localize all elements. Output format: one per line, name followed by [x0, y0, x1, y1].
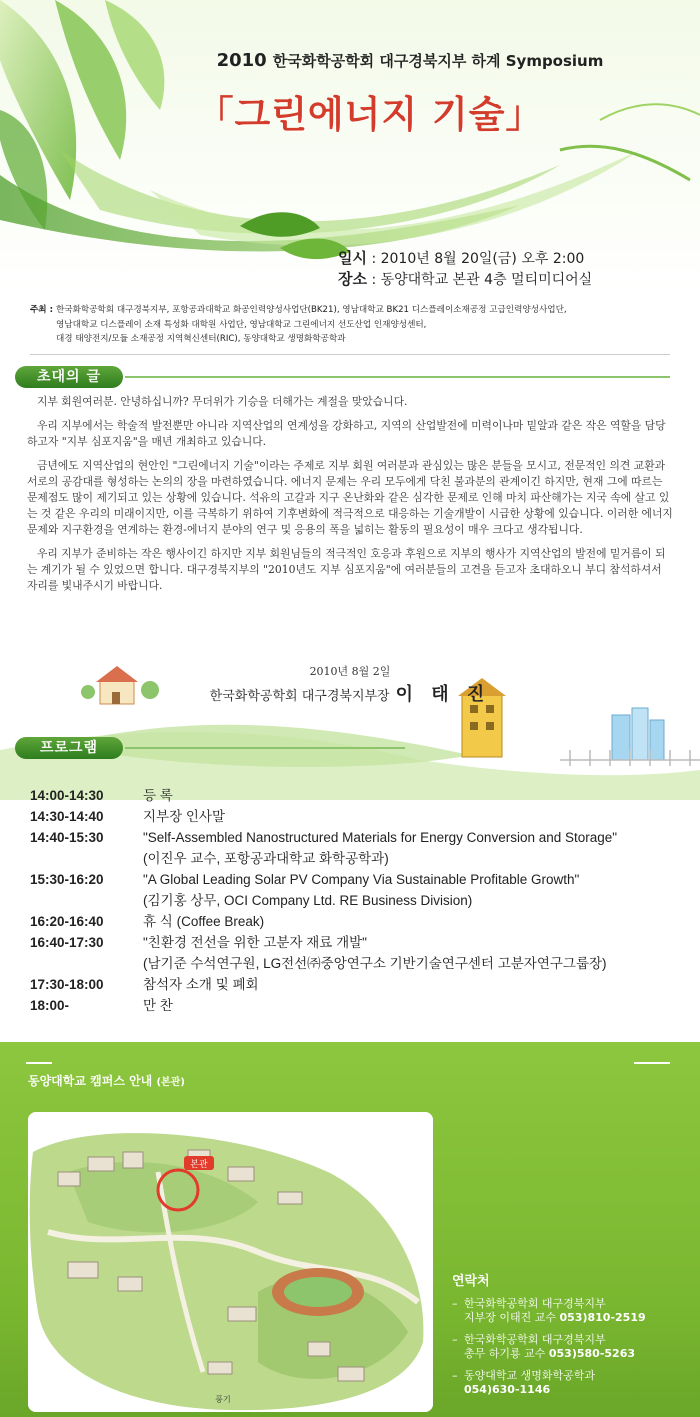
divider	[26, 1062, 52, 1064]
campus-map	[28, 1112, 433, 1412]
contact-phone: 053)580-5263	[548, 1347, 636, 1360]
organizers-line: 한국화학공학회 대구경북지부, 포항공과대학교 화공인력양성사업단(BK21), 영남대학교 BK21 디스플레이소재공정 고급인력양성사업단,	[56, 305, 567, 315]
schedule-time: 16:20-16:40	[30, 914, 104, 929]
schedule-item: 만 찬	[143, 998, 173, 1013]
venue-value: : 동양대학교 본관 4층 멀티미디어실	[371, 272, 593, 288]
contact-item	[452, 1333, 692, 1361]
invitation-heading: 초대의 글	[15, 366, 123, 388]
contact-heading: 연락처	[452, 1274, 490, 1289]
contact-phone: 054)630-1146	[464, 1383, 551, 1396]
program-heading: 프로그램	[15, 737, 123, 759]
main-title: 「그린에너지 기술」	[196, 93, 544, 136]
divider	[30, 354, 670, 355]
divider	[125, 376, 670, 378]
organizers-line: 대경 태양전지/모듈 소재공정 지역혁신센터(RIC), 동양대학교 생명화학공학과	[56, 334, 346, 344]
organizers-label: 주최 :	[30, 305, 54, 315]
schedule-item: (김기홍 상무, OCI Company Ltd. RE Business Division)	[143, 893, 473, 908]
schedule-row	[30, 911, 680, 932]
schedule-row	[30, 827, 680, 848]
schedule-item: (이진우 교수, 포항공과대학교 화학공학과)	[143, 851, 389, 866]
letter-paragraph: 우리 지부에서는 학술적 발전뿐만 아니라 지역산업의 연계성을 강화하고, 지역의 산업발전에 미력이나마 밑알과 같은 작은 역할을 담당하고자 "지부 심포지움"을 매년 개최하고 있습니다.	[27, 419, 666, 448]
contact-item	[452, 1297, 692, 1325]
schedule-item: "A Global Leading Solar PV Company Via Sustainable Profitable Growth"	[143, 872, 580, 887]
divider	[634, 1062, 670, 1064]
schedule-time: 16:40-17:30	[30, 935, 104, 950]
schedule-row	[30, 953, 680, 974]
contact-line1: 한국화학공학회 대구경북지부	[464, 1297, 606, 1310]
map-label-main: 본관	[190, 1160, 208, 1170]
campus-title	[28, 1072, 185, 1089]
list-bullet: –	[452, 1333, 458, 1346]
program-schedule	[30, 785, 680, 1016]
schedule-item: "Self-Assembled Nanostructured Materials for Energy Conversion and Storage"	[143, 830, 618, 845]
contact-line1: 한국화학공학회 대구경북지부	[464, 1333, 606, 1346]
schedule-time: 17:30-18:00	[30, 977, 104, 992]
contact-item	[452, 1369, 692, 1397]
campus-map-illustration	[28, 1112, 433, 1412]
event-info	[338, 248, 592, 290]
list-bullet: –	[452, 1369, 458, 1382]
leaf-background-art	[0, 0, 700, 290]
organizers	[30, 303, 685, 347]
letter-date: 2010년 8월 2일	[309, 665, 391, 678]
organizers-line: 영남대학교 디스플레이 소재 특성화 대학원 사업단, 영남대학교 그린에너지 선도산업 인재양성센터,	[56, 319, 427, 330]
schedule-item: 등 록	[143, 788, 173, 803]
letter-paragraph: 지부 회원여러분. 안녕하십니까? 무더위가 기승을 더해가는 계절을 맞았습니다.	[37, 395, 408, 408]
datetime-value: : 2010년 8월 20일(금) 오후 2:00	[371, 251, 585, 267]
schedule-time: 14:40-15:30	[30, 830, 104, 845]
schedule-time: 15:30-16:20	[30, 872, 104, 887]
schedule-item: 휴 식 (Coffee Break)	[143, 914, 265, 929]
schedule-row	[30, 974, 680, 995]
contact-phone: 053)810-2519	[559, 1311, 646, 1324]
schedule-item: "친환경 전선을 위한 고분자 재료 개발"	[143, 935, 367, 950]
symposium-year: 2010	[216, 50, 267, 71]
contact-line1: 동양대학교 생명화학공학과	[464, 1369, 596, 1382]
schedule-row	[30, 932, 680, 953]
schedule-row	[30, 848, 680, 869]
datetime-label: 일시	[338, 249, 367, 267]
invitation-letter	[27, 394, 675, 602]
venue-label: 장소	[338, 270, 367, 288]
list-bullet: –	[452, 1297, 458, 1310]
letter-paragraph: 금년에도 지역산업의 현안인 "그린에너지 기술"이라는 주제로 지부 회원 여러분과 관심있는 많은 분들을 모시고, 전문적인 의견 교환과 서로의 공감대를 형성하는 논의의 장을 마련하였습니다. 에너지 문제는 우리 모두에게 닥친 불과분의 관계이긴 하지만, 현재 그에 따르는 문제점도 많이 제기되고 있는 상황에 있습니다. 석유의 고갈과 지구 온난화와 같은 심각한 문제로 인해 마치 파산해가는 지국 속에 살고 있는 것 같은 우리의 미래이지만, 이를 극복하기 위하여 기후변화에 적극적으로 대응하는 기술개발이 시급한 상황에 있습니다. 이러한 에너지 문제와 지구환경을 연계하는 환경-에너지 분야의 연구 및 응용의 폭을 넓히는 활동의 필요성이 매우 크다고 생각됩니다.	[27, 459, 673, 536]
signer-title: 한국화학공학회 대구경북지부장	[209, 689, 390, 704]
schedule-row	[30, 806, 680, 827]
campus-title-sub: (본관)	[156, 1077, 185, 1088]
letter-signature	[0, 680, 700, 706]
schedule-time: 14:30-14:40	[30, 809, 104, 824]
schedule-item: (남기준 수석연구원, LG전선㈜중앙연구소 기반기술연구센터 고분자연구그룹장)	[143, 956, 607, 971]
schedule-row	[30, 995, 680, 1016]
map-label-gate: 풍기	[215, 1395, 231, 1404]
schedule-item: 참석자 소개 및 폐회	[143, 977, 259, 992]
contact-line2: 총무 하기룡 교수	[464, 1347, 549, 1360]
divider	[125, 747, 405, 749]
schedule-row	[30, 890, 680, 911]
schedule-item: 지부장 인사말	[143, 809, 225, 824]
campus-title-main: 동양대학교 캠퍼스 안내	[28, 1074, 153, 1088]
schedule-row	[30, 869, 680, 890]
campus-section	[0, 1042, 700, 1417]
schedule-time: 18:00-	[30, 998, 70, 1013]
signer-name: 이 태 진	[395, 684, 491, 705]
symposium-line	[150, 50, 670, 71]
contact-line2: 지부장 이태진 교수	[464, 1311, 560, 1324]
symposium-text: 한국화학공학회 대구경북지부 하계 Symposium	[272, 52, 604, 70]
schedule-time: 14:00-14:30	[30, 788, 104, 803]
header	[0, 0, 700, 290]
schedule-row	[30, 785, 680, 806]
letter-paragraph: 우리 지부가 준비하는 작은 행사이긴 하지만 지부 회원님들의 적극적인 호응과 후원으로 지부의 행사가 지역산업의 발전에 밑거름이 되는 계기가 될 수 있었으면 합니다. 대구경북지부의 "2010년도 지부 심포지움"에 여러분들의 고견을 듣고자 초대하오니 부디 참석하셔서 자리를 빛내주시기 바랍니다.	[27, 547, 666, 592]
contact-info	[452, 1270, 692, 1405]
